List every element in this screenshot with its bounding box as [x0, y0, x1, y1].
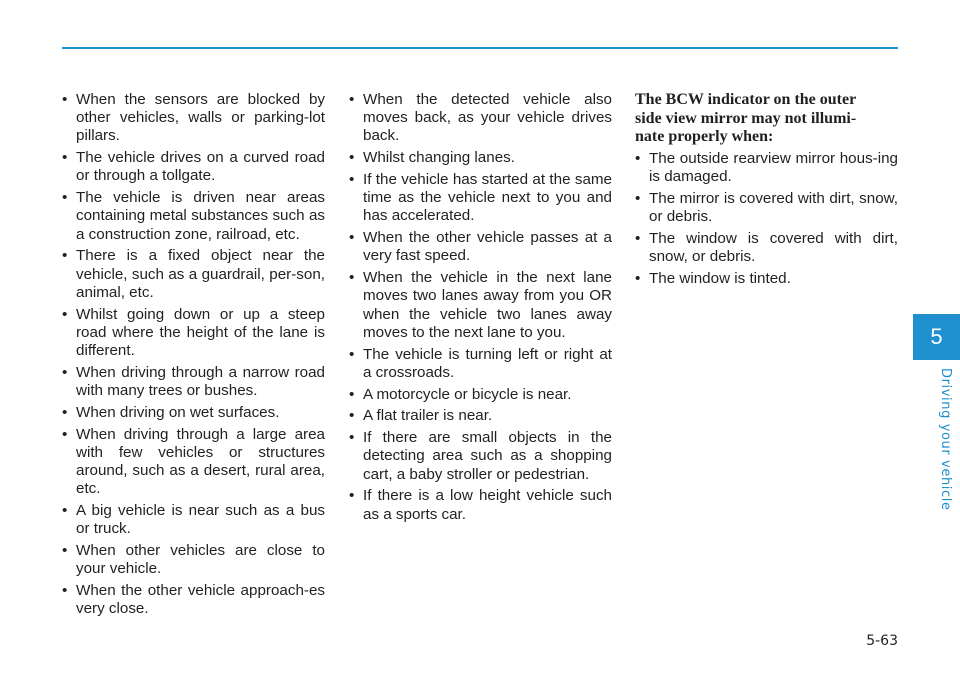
condition-list-3	[635, 150, 898, 288]
chapter-number: 5	[930, 324, 943, 349]
list-item-text: A motorcycle or bicycle is near.	[363, 385, 572, 403]
list-item	[62, 542, 325, 578]
list-item	[62, 404, 325, 422]
list-item-text: The vehicle is driven near areas containing metal substances such as a construction zone, railroad, etc.	[76, 189, 325, 243]
list-item-text: When the vehicle in the next lane moves two lanes away from you OR when the vehicle two lanes away moves to the next lane to you.	[363, 269, 612, 341]
bullet-icon: •	[635, 269, 641, 287]
list-item	[62, 91, 325, 146]
list-item	[349, 269, 612, 342]
list-item-text: If there are small objects in the detecting area such as a shopping cart, a baby stroller or pedestrian.	[363, 429, 612, 483]
list-item	[62, 426, 325, 499]
list-item-text: When other vehicles are close to your vehicle.	[76, 542, 325, 578]
list-item	[62, 306, 325, 361]
page-number: 5-63	[866, 633, 898, 649]
bullet-icon: •	[349, 229, 355, 247]
list-item-text: Whilst changing lanes.	[363, 149, 515, 167]
list-item-text: A big vehicle is near such as a bus or truck.	[76, 502, 325, 538]
condition-list-2	[349, 91, 612, 524]
list-item-text: The mirror is covered with dirt, snow, or debris.	[649, 189, 898, 225]
bullet-icon: •	[349, 345, 355, 363]
bullet-icon: •	[349, 407, 355, 425]
bullet-icon: •	[349, 91, 355, 108]
bullet-icon: •	[349, 429, 355, 447]
list-item-text: The vehicle drives on a curved road or through a tollgate.	[76, 149, 325, 185]
list-item-text: If the vehicle has started at the same time as the vehicle next to you and has accelerated.	[363, 171, 612, 225]
list-item	[62, 582, 325, 618]
list-item-text: The window is covered with dirt, snow, or debris.	[649, 229, 898, 265]
bullet-icon: •	[349, 385, 355, 403]
list-item-text: A flat trailer is near.	[363, 407, 493, 425]
bullet-icon: •	[349, 487, 355, 505]
list-item	[635, 270, 898, 288]
bullet-icon: •	[349, 171, 355, 188]
column-3	[635, 91, 898, 291]
bullet-icon: •	[62, 425, 68, 443]
bullet-icon: •	[62, 582, 68, 600]
list-item-text: When the sensors are blocked by other vehicles, walls or parking-lot pillars.	[76, 91, 325, 145]
list-item-text: If there is a low height vehicle such as a sports car.	[363, 487, 612, 523]
list-item-text: When the other vehicle passes at a very fast speed.	[363, 229, 612, 265]
list-item-text: When the other vehicle approach-es very close.	[76, 582, 325, 618]
list-item-text: When driving through a narrow road with many trees or bushes.	[76, 363, 325, 400]
bullet-icon: •	[635, 189, 641, 207]
list-item	[62, 502, 325, 538]
list-item	[62, 247, 325, 302]
list-item	[62, 149, 325, 185]
header-rule	[62, 47, 898, 49]
column-1	[62, 91, 325, 622]
list-item-text: The window is tinted.	[649, 269, 791, 287]
list-item-text: When driving through a large area with few vehicles or structures around, such as a desert, rural area, etc.	[76, 425, 325, 498]
list-item-text: There is a fixed object near the vehicle, such as a guardrail, per-son, animal, etc.	[76, 247, 325, 301]
bullet-icon: •	[62, 403, 68, 421]
bullet-icon: •	[62, 189, 68, 207]
bullet-icon: •	[635, 149, 641, 167]
bullet-icon: •	[635, 229, 641, 247]
list-item-text: When the detected vehicle also moves back, as your vehicle drives back.	[363, 91, 612, 145]
list-item	[349, 407, 612, 425]
list-item	[62, 364, 325, 400]
bullet-icon: •	[349, 149, 355, 167]
list-item	[349, 386, 612, 404]
chapter-title: Driving your vehicle	[938, 368, 953, 511]
bullet-icon: •	[62, 542, 68, 560]
list-item-text: Whilst going down or up a steep road where the height of the lane is different.	[76, 305, 325, 360]
list-item	[349, 429, 612, 484]
bullet-icon: •	[62, 502, 68, 520]
chapter-tab[interactable]	[913, 314, 960, 360]
bullet-icon: •	[62, 149, 68, 167]
list-item	[349, 346, 612, 382]
list-item	[349, 229, 612, 265]
list-item-text: The vehicle is turning left or right at a crossroads.	[363, 345, 612, 381]
list-item	[62, 189, 325, 244]
bullet-icon: •	[349, 269, 355, 287]
list-item	[349, 149, 612, 167]
list-item	[635, 230, 898, 266]
bullet-icon: •	[62, 91, 68, 108]
section-heading: The BCW indicator on the outer side view mirror may not illumi-nate properly when:	[635, 91, 857, 145]
bullet-icon: •	[62, 305, 68, 323]
list-item-text: The outside rearview mirror hous-ing is damaged.	[649, 149, 898, 185]
list-item	[635, 150, 898, 186]
list-item-text: When driving on wet surfaces.	[76, 403, 280, 421]
bullet-icon: •	[62, 247, 68, 265]
list-item	[349, 171, 612, 226]
list-item	[635, 190, 898, 226]
bullet-icon: •	[62, 363, 68, 381]
list-item	[349, 487, 612, 523]
condition-list-1	[62, 91, 325, 618]
list-item	[349, 91, 612, 146]
column-2	[349, 91, 612, 527]
